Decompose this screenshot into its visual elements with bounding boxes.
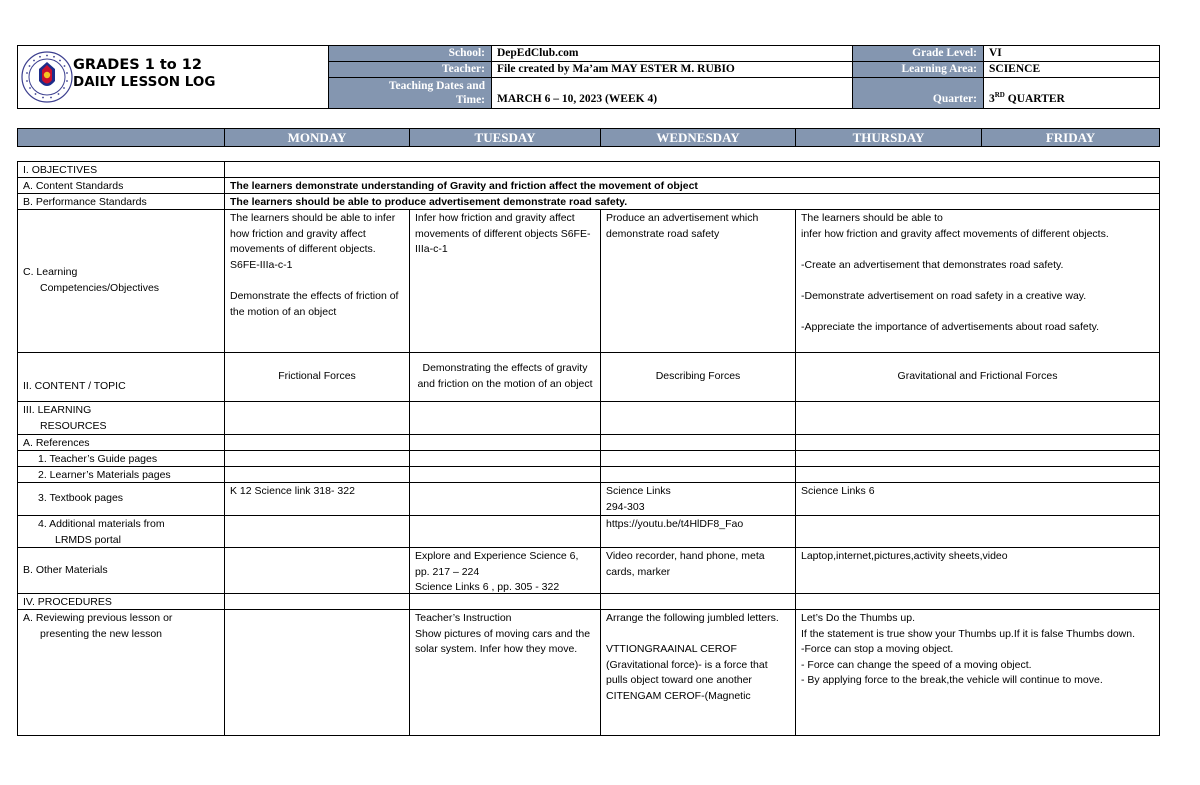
teaching-dates-label-line-1: Teaching Dates and [388,80,485,92]
learning-area-value: SCIENCE [989,63,1041,75]
references-monday [225,435,410,450]
topic-tuesday: Demonstrating the effects of gravity and friction on the motion of an object [410,353,601,401]
teaching-dates-label [329,78,492,108]
table-row-content-standards [18,178,1159,194]
table-row-teachers-guide [18,451,1159,467]
table-row-learning-resources [18,402,1159,435]
table-row-reviewing [18,610,1159,735]
additional-thursday [796,516,1159,547]
competencies-wednesday: Produce an advertisement which demonstrate road safety [601,210,796,352]
title-line-1: GRADES 1 to 12 [73,57,202,73]
table-row-additional-materials [18,516,1159,548]
reviewing-monday [225,610,410,735]
logo-cell [18,46,328,108]
day-header-blank [18,129,225,146]
table-row-textbook [18,483,1159,516]
reviewing-thursday: Let’s Do the Thumbs up. If the statement is true show your Thumbs up.If it is false Thumbs down. -Force can stop a moving object. - Force can change the speed of a moving object. - By applying force to the break,the vehicle will continue to move. [801,612,1136,687]
textbook-monday: K 12 Science link 318- 322 [225,483,410,515]
table-row-performance-standards [18,194,1159,210]
procedures-label: IV. PROCEDURES [18,594,225,609]
learning-area-label: Learning Area: [853,62,984,77]
additional-materials-label [18,516,225,547]
school-value: DepEdClub.com [492,46,853,61]
learning-resources-line-1: III. LEARNING [23,404,92,416]
quarter-value [984,78,1160,108]
table-row-content-topic [18,353,1159,402]
header-block [17,45,1160,109]
table-row-competencies [18,210,1159,353]
topic-monday: Frictional Forces [225,353,410,401]
teacher-label: Teacher: [329,62,492,77]
performance-standards-value: The learners should be able to produce advertisement demonstrate road safety. [230,196,628,208]
quarter-label: Quarter: [853,78,984,108]
competencies-monday: The learners should be able to infer how friction and gravity affect movements of different objects. S6FE-IIIa-c-1 Demonstrate the effects of friction of the motion of an object [225,210,410,352]
procedures-wednesday [601,594,796,609]
quarter-word: QUARTER [1004,93,1065,105]
teachers-guide-label: 1. Teacher’s Guide pages [18,451,225,466]
competencies-label-line-2: Competencies/Objectives [40,282,160,294]
textbook-wednesday: Science Links 294-303 [601,483,796,515]
table-row-learners-materials [18,467,1159,483]
textbook-tuesday [410,483,601,515]
topic-wednesday: Describing Forces [601,353,796,401]
additional-wednesday-link[interactable]: https://youtu.be/t4HlDF8_Fao [601,516,796,547]
day-header-thursday: THURSDAY [796,129,982,146]
references-label: A. References [18,435,225,450]
lesson-log-table [17,161,1160,736]
learners-materials-tuesday [410,467,601,482]
objectives-label: I. OBJECTIVES [18,162,225,177]
teachers-guide-thursday [796,451,1159,466]
competencies-thursday: The learners should be able to infer how friction and gravity affect movements of different objects. -Create an advertisement that demonstrates road safety. -Demonstrate advertisement on road safety in a creative way. -Appreciate the importance of advertisements about road safety. [801,212,1109,334]
teacher-value: File created by Ma’am MAY ESTER M. RUBIO [492,62,853,77]
additional-materials-line-1: 4. Additional materials from [38,518,165,530]
references-tuesday [410,435,601,450]
table-row-procedures [18,594,1159,610]
learning-resources-label [18,402,225,434]
reviewing-wednesday: Arrange the following jumbled letters. VTTIONGRAAINAL CEROF (Gravitational force)- is a force that pulls object toward one another CITENGAM CEROF-(Magnetic [601,610,796,735]
deped-seal-icon [21,51,73,103]
teaching-dates-label-line-2: Time: [455,94,485,106]
teaching-dates-value: MARCH 6 – 10, 2023 (WEEK 4) [492,78,853,108]
reviewing-label [18,610,225,735]
competencies-label-line-1: C. Learning [23,266,78,279]
teachers-guide-wednesday [601,451,796,466]
header-row-dates [329,78,1160,108]
performance-standards-label: B. Performance Standards [18,194,225,209]
topic-thursday: Gravitational and Frictional Forces [897,370,1058,383]
learners-materials-thursday [796,467,1159,482]
reviewing-label-line-1: A. Reviewing previous lesson or [23,612,173,624]
quarter-number: 3 [989,93,995,105]
quarter-ordinal: RD [994,91,1005,100]
learners-materials-monday [225,467,410,482]
competencies-label [18,210,225,352]
textbook-label: 3. Textbook pages [18,483,225,515]
table-row-references [18,435,1159,451]
competencies-tuesday: Infer how friction and gravity affect movements of different objects S6FE-IIIa-c-1 [410,210,601,352]
learning-resources-wednesday [601,402,796,434]
other-materials-thursday: Laptop,internet,pictures,activity sheets,video [801,550,1008,562]
references-wednesday [601,435,796,450]
additional-materials-line-2: LRMDS portal [55,533,121,546]
content-standards-value: The learners demonstrate understanding of Gravity and friction affect the movement of object [230,180,698,192]
other-materials-label: B. Other Materials [18,548,225,593]
learning-resources-tuesday [410,402,601,434]
day-header-wednesday: WEDNESDAY [601,129,796,146]
additional-monday [225,516,410,547]
textbook-thursday: Science Links 6 [801,485,875,497]
table-row-objectives [18,162,1159,178]
teachers-guide-monday [225,451,410,466]
grade-level-label: Grade Level: [853,46,984,61]
references-thursday [796,435,1159,450]
procedures-tuesday [410,594,601,609]
procedures-thursday [796,594,1159,609]
procedures-monday [225,594,410,609]
title-line-2: DAILY LESSON LOG [73,74,216,90]
objectives-empty [225,162,1159,177]
reviewing-tuesday: Teacher’s Instruction Show pictures of moving cars and the solar system. Infer how they move. [410,610,601,735]
weekday-header-bar [17,128,1160,147]
content-topic-label: II. CONTENT / TOPIC [18,353,225,401]
learning-resources-thursday [796,402,1159,434]
other-materials-tuesday: Explore and Experience Science 6, pp. 217 – 224 Science Links 6 , pp. 305 - 322 [410,548,601,593]
learners-materials-label: 2. Learner’s Materials pages [18,467,225,482]
page-title [73,57,215,91]
header-row-teacher [329,62,1160,78]
other-materials-wednesday: Video recorder, hand phone, meta cards, marker [601,548,796,593]
learners-materials-wednesday [601,467,796,482]
header-row-school [329,46,1160,62]
table-row-other-materials [18,548,1159,594]
learning-resources-monday [225,402,410,434]
day-header-tuesday: TUESDAY [410,129,601,146]
header-info-grid [328,46,1159,108]
learning-resources-line-2: RESOURCES [40,419,107,432]
reviewing-label-line-2: presenting the new lesson [40,627,162,640]
other-materials-monday [225,548,410,593]
additional-tuesday [410,516,601,547]
day-header-friday: FRIDAY [1045,130,1096,145]
grade-level-value: VI [989,47,1002,59]
teachers-guide-tuesday [410,451,601,466]
content-standards-label: A. Content Standards [18,178,225,193]
school-label: School: [329,46,492,61]
day-header-monday: MONDAY [225,129,410,146]
